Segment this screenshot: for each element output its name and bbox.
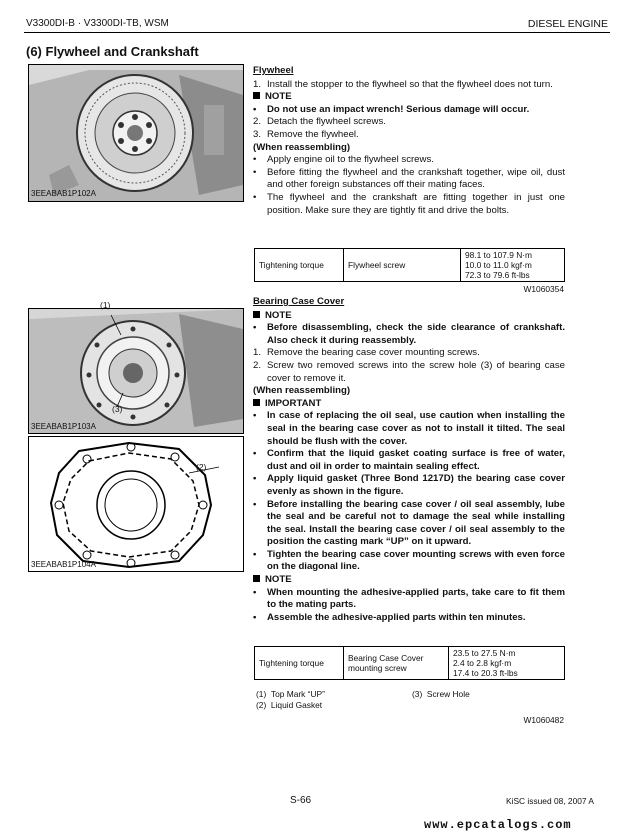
square-bullet-icon: [253, 311, 260, 318]
torque-item: Bearing Case Cover mounting screw: [344, 647, 449, 680]
list-item: 1. Install the stopper to the flywheel so that the flywheel does not turn.: [253, 78, 553, 90]
list-item: 1. Remove the bearing case cover mounting screws.: [253, 347, 480, 359]
reference-code: W1060354: [523, 284, 564, 294]
important-heading: IMPORTANT: [253, 398, 565, 411]
list-item: • Apply engine oil to the flywheel screws.: [253, 154, 434, 166]
figure-caption: 3EEABAB1P103A: [31, 422, 96, 431]
bearing-title: Bearing Case Cover: [253, 296, 345, 307]
list-item: • Tighten the bearing case cover mounting screws with even force on the diagonal line.: [253, 548, 565, 573]
watermark: www.epcatalogs.com: [424, 818, 572, 832]
torque-item: Flywheel screw: [344, 249, 461, 282]
note-heading: NOTE: [253, 91, 565, 104]
section-title: (6) Flywheel and Crankshaft: [26, 44, 199, 59]
square-bullet-icon: [253, 92, 260, 99]
page-number: S-66: [290, 795, 312, 806]
bearing-case-illustration: [29, 309, 243, 433]
figure-flywheel: [28, 64, 244, 202]
legend-item: (1) Top Mark “UP”: [256, 689, 325, 699]
torque-label: Tightening torque: [255, 249, 344, 282]
flywheel-illustration: [29, 65, 243, 201]
list-item: • Before disassembling, check the side clearance of crankshaft. Also check it during reassembly.: [253, 322, 565, 346]
figure-gasket: [28, 436, 244, 572]
reassembling-heading: (When reassembling): [253, 385, 351, 397]
list-item: • Apply liquid gasket (Three Bond 1217D) the bearing case cover evenly as shown in the figure.: [253, 473, 565, 497]
figure-label-1: (1): [100, 300, 111, 310]
bearing-section: [253, 296, 565, 624]
header-divider: [24, 32, 610, 33]
flywheel-title: Flywheel: [253, 65, 294, 76]
header-section: DIESEL ENGINE: [527, 18, 608, 30]
figure-label-3: (3): [112, 404, 123, 414]
figure-label-2: (2): [196, 462, 207, 472]
figure-caption: 3EEABAB1P102A: [31, 189, 96, 198]
header-model: V3300DI-B · V3300DI-TB, WSM: [26, 18, 169, 29]
figure-bearing-case: [28, 308, 244, 434]
flywheel-section: [253, 65, 565, 217]
gasket-diagram: [29, 437, 243, 571]
torque-values: 98.1 to 107.9 N·m 10.0 to 11.0 kgf·m 72.3 to 79.6 ft-lbs: [461, 249, 565, 282]
reference-code: W1060482: [523, 715, 564, 725]
list-item: • In case of replacing the oil seal, use caution when installing the seal in the bearing case cover as not to install it tilted. The seal should be flush with the cover.: [253, 410, 565, 447]
reassembling-heading: (When reassembling): [253, 141, 351, 153]
torque-values: 23.5 to 27.5 N·m 2.4 to 2.8 kgf·m 17.4 to 20.3 ft-lbs: [449, 647, 565, 680]
legend-item: (3) Screw Hole: [412, 689, 470, 699]
note-heading: NOTE: [253, 310, 565, 323]
flywheel-torque-table: [254, 248, 565, 282]
list-item: • Before installing the bearing case cover / oil seal assembly, lube the seal and be careful not to damage the seal while installing the seal. Install the bearing case cover / oil seal assembly to the position the casting mark “UP” on it upward.: [253, 498, 565, 548]
square-bullet-icon: [253, 575, 260, 582]
list-item: 2. Screw two removed screws into the screw hole (3) of bearing case cover to remove it.: [253, 359, 565, 384]
list-item: 3. Remove the flywheel.: [253, 128, 359, 140]
list-item: • Assemble the adhesive-applied parts within ten minutes.: [253, 611, 526, 623]
list-item: • Before fitting the flywheel and the crankshaft together, wipe oil, dust and other foreign substances off their mating faces.: [253, 166, 565, 191]
list-item: • Confirm that the liquid gasket coating surface is free of water, dust and oil in order to maintain sealing effect.: [253, 448, 565, 472]
legend-item: (2) Liquid Gasket: [256, 700, 323, 710]
torque-label: Tightening torque: [255, 647, 344, 680]
list-item: • The flywheel and the crankshaft are fitting together in just one position. Make sure they are tightly fit and drive the bolts.: [253, 191, 565, 216]
parts-legend: [256, 689, 325, 711]
figure-caption: 3EEABAB1P104A: [31, 560, 96, 569]
list-item: • When mounting the adhesive-applied parts, take care to fit them to the mating parts.: [253, 586, 565, 611]
bearing-torque-table: [254, 646, 565, 680]
list-item: 2. Detach the flywheel screws.: [253, 116, 386, 128]
square-bullet-icon: [253, 399, 260, 406]
list-item: • Do not use an impact wrench! Serious damage will occur.: [253, 103, 530, 115]
note-heading: NOTE: [253, 574, 565, 587]
issue-info: KiSC issued 08, 2007 A: [506, 796, 594, 806]
